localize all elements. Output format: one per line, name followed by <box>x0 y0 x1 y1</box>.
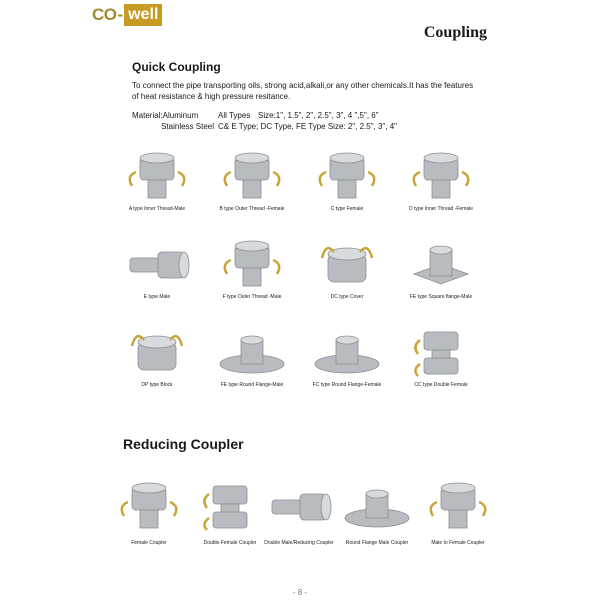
coupling-photo <box>406 150 476 204</box>
product-caption: Female Coupler <box>131 540 167 546</box>
coupling-photo <box>122 150 192 204</box>
product-caption: Double Female Coupler <box>203 540 257 546</box>
company-logo <box>92 4 162 26</box>
product-item <box>102 238 212 308</box>
product-item <box>102 326 212 396</box>
product-caption: FE type Round Flange-Male <box>220 382 284 388</box>
logo-text-co: CO <box>92 5 117 24</box>
reducing-coupler-heading: Reducing Coupler <box>123 436 244 452</box>
coupling-photo <box>312 326 382 380</box>
product-caption: D type Inner Thread -Female <box>408 206 474 212</box>
product-caption: DP type Block <box>141 382 173 388</box>
product-caption: Round Flange Male Coupler <box>345 540 409 546</box>
product-item <box>197 238 307 308</box>
product-item <box>102 150 212 220</box>
product-caption: FE type Square flange-Male <box>409 294 473 300</box>
quick-coupling-description: To connect the pipe transporting oils, strong acid,alkali,or any other chemicals.It has the features of heat resistance & high pressure resitance. <box>132 81 474 101</box>
aluminum-sizes: Size:1", 1.5", 2", 2.5", 3", 4 ",5", 6" <box>258 111 379 120</box>
reducing-product-item <box>403 480 513 550</box>
page-title: Coupling <box>423 24 487 41</box>
product-caption: B type Outer Thread -Female <box>219 206 285 212</box>
product-caption: A type Inner Thread-Male <box>128 206 186 212</box>
coupling-photo <box>122 238 192 292</box>
product-caption: Male to Female Coupler <box>431 540 485 546</box>
quick-coupling-heading: Quick Coupling <box>132 60 221 74</box>
coupling-photo <box>217 150 287 204</box>
product-caption: Double Male/Reducing Coupler <box>264 540 334 546</box>
logo-text-well: well <box>124 4 162 26</box>
coupling-photo <box>423 480 493 534</box>
material-spec <box>132 110 397 132</box>
product-caption: FC type Round Flange-Female <box>312 382 382 388</box>
product-caption: E type Male <box>143 294 171 300</box>
stainless-label: Stainless Steel <box>161 122 214 131</box>
coupling-photo <box>342 480 412 534</box>
coupling-photo <box>406 326 476 380</box>
material-label: Material:Aluminum <box>132 111 199 120</box>
product-caption: F type Outer Thread -Male <box>222 294 282 300</box>
product-caption: DC type Cover <box>330 294 364 300</box>
product-item <box>197 150 307 220</box>
page-number: - 8 - <box>292 588 308 597</box>
product-item <box>386 150 496 220</box>
coupling-photo <box>217 326 287 380</box>
coupling-photo <box>312 150 382 204</box>
product-item <box>386 326 496 396</box>
coupling-photo <box>122 326 192 380</box>
coupling-photo <box>114 480 184 534</box>
logo-dash: - <box>117 5 124 24</box>
coupling-photo <box>312 238 382 292</box>
coupling-photo <box>406 238 476 292</box>
product-item <box>386 238 496 308</box>
product-caption: CC type Double Female <box>414 382 468 388</box>
product-item <box>197 326 307 396</box>
aluminum-types: All Types <box>218 111 251 120</box>
coupling-photo <box>217 238 287 292</box>
stainless-detail: C& E Type; DC Type, FE Type Size: 2", 2.5", 3", 4" <box>218 122 397 131</box>
product-caption: C type Female <box>330 206 364 212</box>
